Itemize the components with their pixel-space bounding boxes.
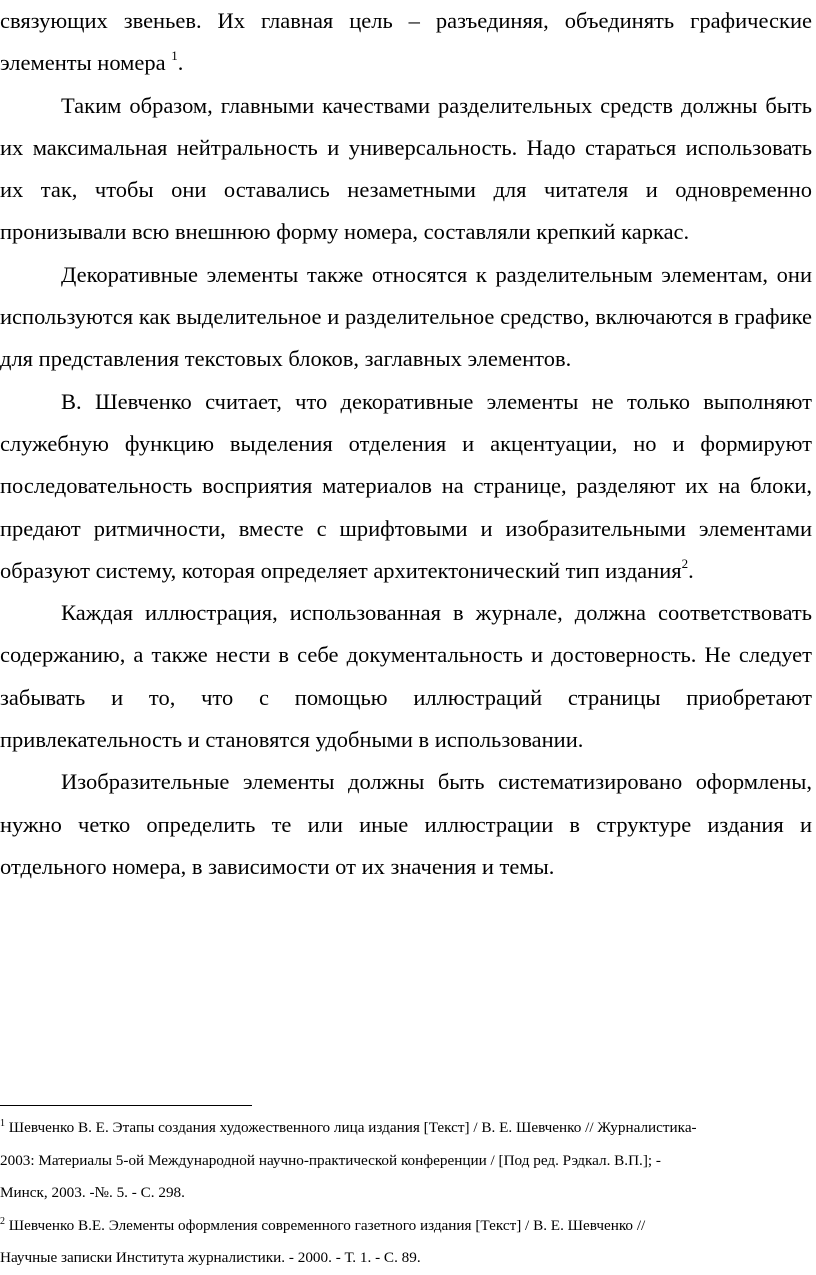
footnotes [0, 1112, 812, 1275]
footnote-ref-2: 2 [681, 555, 689, 571]
paragraph-1 [0, 0, 812, 85]
paragraph-2: Таким образом, главными качествами разделительных средств должны быть их максимальная нейтральность и универсальность. Надо стараться использовать их так, чтобы они оставались незаметными для читателя и одновременно пронизывали всю внешнюю форму номера, составляли крепкий каркас. [0, 92, 812, 245]
paragraph-4-text: В. Шевченко считает, что декоративные элементы не только выполняют служебную функцию выделения отделения и акцентуации, но и формируют последовательность восприятия материалов на странице, разделяют их на блоки, предают ритмичности, вместе с шрифтовыми и изобразительными элементами образуют систему, которая определяет архитектонический тип издания [0, 388, 812, 583]
footnote-2-line-1-text: Шевченко В.Е. Элементы оформления современного газетного издания [Текст] / В. Е. Шевченко // [5, 1216, 646, 1234]
paragraph-1-tail: . [177, 50, 184, 76]
paragraph-4-tail: . [688, 557, 694, 583]
footnote-2-number: 2 [0, 1215, 5, 1227]
paragraph-1-text: связующих звеньев. Их главная цель – разъединяя, объединять графические элементы номера [0, 8, 812, 76]
footnote-separator [0, 1105, 252, 1106]
footnote-1-line-1 [0, 1112, 812, 1145]
footnote-ref-1: 1 [171, 48, 178, 64]
paragraph-5: Каждая иллюстрация, использованная в журнале, должна соответствовать содержанию, а также нести в себе документальность и достоверность. Не следует забывать и то, что с помощью иллюстраций страницы приобретают привлекательность и становятся удобными в использовании. [0, 600, 812, 753]
paragraph-3: Декоративные элементы также относятся к разделительным элементам, они используются как выделительное и разделительное средство, включаются в графике для представления текстовых блоков, заглавных элементов. [0, 261, 812, 372]
footnote-1-line-2: 2003: Материалы 5-ой Международной научно-практической конференции / [Под ред. Рэдкал. В.П.]; - [0, 1151, 661, 1169]
footnote-1-line-1-text: Шевченко В. Е. Этапы создания художественного лица издания [Текст] / В. Е. Шевченко // Журналистика- [5, 1119, 697, 1136]
paragraph-6: Изобразительные элементы должны быть систематизировано оформлены, нужно четко определить те или иные иллюстрации в структуре издания и отдельного номера, в зависимости от их значения и темы. [0, 769, 812, 879]
footnote-2-line-2: Научные записки Института журналистики. - 2000. - Т. 1. - С. 89. [0, 1249, 421, 1266]
footnote-2-line-1 [0, 1210, 812, 1243]
footnote-1-number: 1 [0, 1118, 5, 1129]
paragraph-4 [0, 381, 812, 592]
footnote-1-line-3: Минск, 2003. -№. 5. - С. 298. [0, 1184, 185, 1201]
